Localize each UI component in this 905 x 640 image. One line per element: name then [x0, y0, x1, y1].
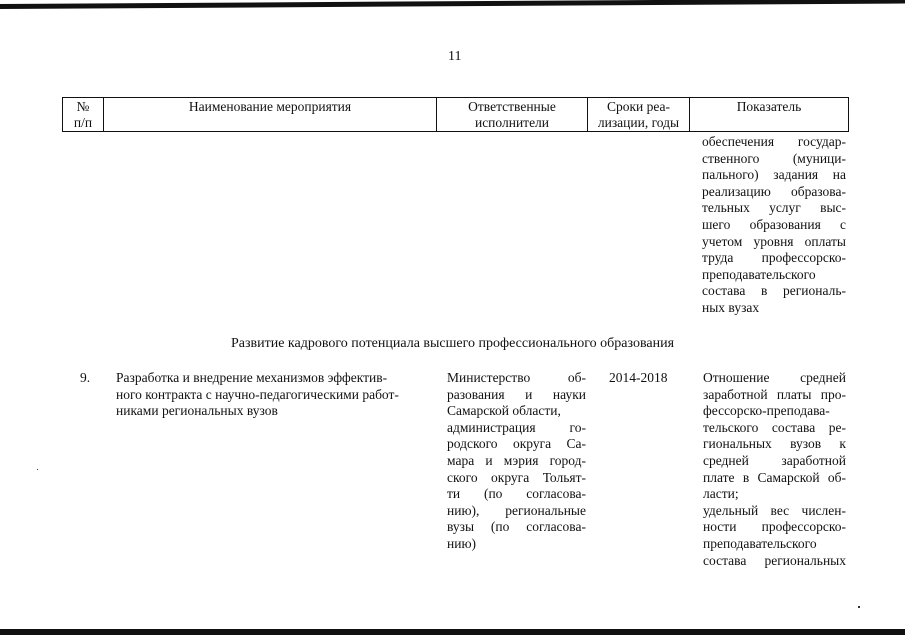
activity-name [116, 370, 430, 420]
responsible-executors [447, 370, 586, 553]
indicator-line: средней заработной [703, 452, 846, 468]
responsible-line: Самарской области, [447, 403, 561, 419]
responsible-line: родского округа Са- [447, 436, 586, 452]
header-name: Наименование мероприятия [188, 99, 352, 114]
continuation-line: ственного (муници- [702, 150, 846, 166]
header-number-line2: п/п [73, 115, 93, 130]
responsible-line: разования и науки [447, 386, 586, 402]
scan-speck [858, 606, 860, 608]
responsible-line: нию) [447, 535, 477, 551]
header-term-line2: лизации, годы [597, 115, 680, 130]
continuation-line: пального) задания на [702, 167, 846, 183]
header-indicator: Показатель [736, 99, 802, 114]
indicator-line: фессорско-преподава- [703, 403, 830, 419]
bottom-border-line [0, 629, 905, 635]
row-number: 9. [80, 370, 91, 385]
indicator-line: удельный вес числен- [703, 502, 846, 518]
header-term-line1: Сроки реа- [606, 99, 671, 114]
indicator-line: преподавательского [703, 535, 817, 551]
continuation-line: учетом уровня оплаты [702, 233, 846, 249]
continuation-line: шего образования с [702, 216, 846, 232]
indicator-line: гиональных вузов к [703, 436, 846, 452]
indicator-line: ласти; [703, 486, 739, 502]
header-number-line1: № [76, 99, 90, 114]
responsible-line: ти (по согласова- [447, 486, 586, 502]
responsible-line: нию), региональные [447, 502, 586, 518]
activity-name-line: ного контракта с научно-педагогическими работ- [116, 386, 399, 402]
responsible-line: администрация го- [447, 419, 586, 435]
activity-name-line: никами региональных вузов [116, 403, 278, 419]
header-name-cell [104, 98, 437, 132]
responsible-line: Министерство об- [447, 370, 586, 385]
page-number: 11 [448, 49, 462, 64]
indicator-line: состава региональных [703, 552, 846, 568]
responsible-line: мара и мэрия город- [447, 452, 586, 468]
indicator-line: тельского состава ре- [703, 419, 846, 435]
continuation-line: состава в региональ- [702, 283, 846, 299]
indicator-line: плате в Самарской об- [703, 469, 846, 485]
top-border-line [0, 0, 905, 9]
continuation-line: обеспечения государ- [702, 134, 846, 149]
responsible-line: ского округа Тольят- [447, 469, 586, 485]
indicator-continuation [702, 134, 846, 317]
header-number-cell [63, 98, 104, 132]
header-term-cell [588, 98, 690, 132]
continuation-line: ных вузах [702, 299, 760, 315]
continuation-line: тельных услуг выс- [702, 200, 846, 216]
indicator-line: Отношение средней [703, 370, 846, 385]
continuation-line: труда профессорско- [702, 250, 846, 266]
continuation-line: реализацию образова- [702, 183, 846, 199]
indicator [703, 370, 846, 569]
section-title: Развитие кадрового потенциала высшего профессионального образования [230, 336, 675, 351]
table-header [62, 97, 849, 132]
header-responsible-cell [437, 98, 588, 132]
implementation-years: 2014-2018 [609, 370, 668, 385]
scan-speck [37, 469, 38, 470]
continuation-line: преподавательского [702, 266, 816, 282]
indicator-line: заработной платы про- [703, 386, 846, 402]
header-indicator-cell [690, 98, 849, 132]
activity-name-line: Разработка и внедрение механизмов эффектив- [116, 370, 388, 385]
header-responsible-line1: Ответственные [468, 99, 556, 114]
header-responsible-line2: исполнители [474, 115, 550, 130]
indicator-line: ности профессорско- [703, 519, 846, 535]
responsible-line: вузы (по согласова- [447, 519, 586, 535]
